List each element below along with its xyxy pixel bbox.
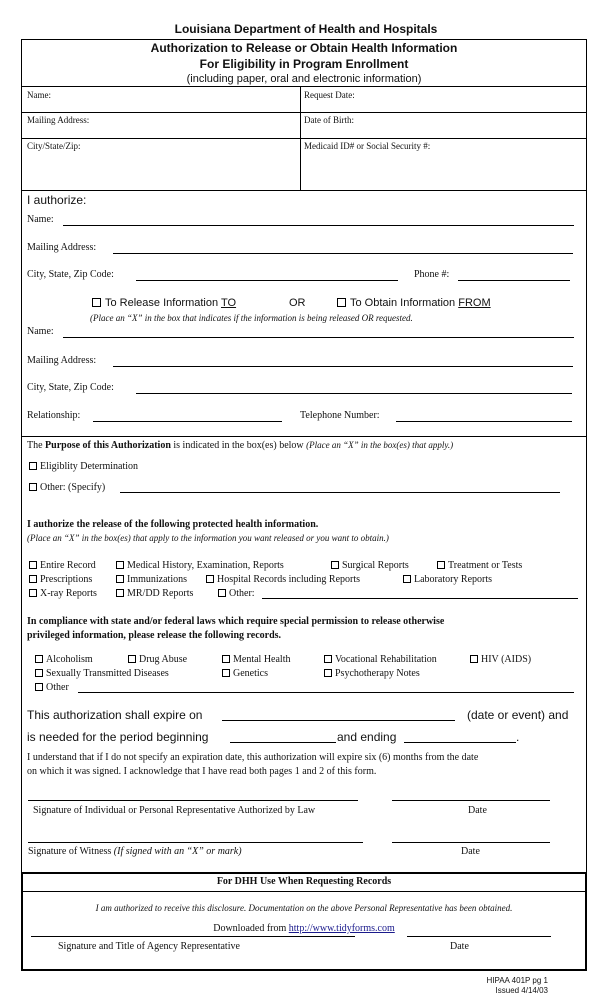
auth-city-field[interactable] (136, 280, 398, 281)
release-option[interactable]: To Release Information TO (92, 297, 236, 309)
individual-signature-label: Signature of Individual or Personal Representative Authorized by Law (33, 805, 316, 816)
request-date-label: Request Date: (304, 90, 355, 100)
surgical-reports-option[interactable]: Surgical Reports (331, 560, 409, 571)
party-address-field[interactable] (113, 366, 573, 367)
telephone-field[interactable] (396, 421, 572, 422)
immunizations-option[interactable]: Immunizations (116, 574, 187, 585)
xray-reports-option[interactable]: X-ray Reports (29, 588, 97, 599)
authorize-heading: I authorize: (27, 193, 87, 207)
individual-signature-field[interactable] (28, 800, 358, 801)
alcoholism-option[interactable]: Alcoholism (35, 654, 93, 665)
entire-record-option[interactable]: Entire Record (29, 560, 96, 571)
agency-signature-label: Signature and Title of Agency Representative (58, 941, 240, 952)
agency-title: Louisiana Department of Health and Hospitals (174, 22, 438, 36)
telephone-label: Telephone Number: (300, 410, 380, 421)
obtain-checkbox[interactable] (337, 298, 346, 307)
genetics-option[interactable]: Genetics (222, 668, 268, 679)
auth-address-field[interactable] (113, 253, 573, 254)
agency-signature-field[interactable] (31, 936, 355, 937)
period-text: is needed for the period beginning (27, 730, 209, 744)
protected-heading: I authorize the release of the following protected health information. (27, 519, 319, 530)
party-address-label: Mailing Address: (27, 355, 97, 366)
prescriptions-option[interactable]: Prescriptions (29, 574, 92, 585)
party-name-label: Name: (27, 326, 54, 337)
medicaid-label: Medicaid ID# or Social Security #: (304, 141, 431, 151)
dhh-statement: I am authorized to receive this disclosure. Documentation on the above Personal Representative has been obtained. (95, 903, 513, 913)
special-other-field[interactable] (78, 692, 574, 693)
mrdd-reports-option[interactable]: MR/DD Reports (116, 588, 193, 599)
protected-other-field[interactable] (262, 598, 578, 599)
vocational-option[interactable]: Vocational Rehabilitation (324, 654, 437, 665)
purpose-other-checkbox[interactable] (29, 483, 37, 491)
auth-phone-label: Phone #: (414, 269, 450, 280)
date1-field[interactable] (392, 800, 550, 801)
laboratory-reports-option[interactable]: Laboratory Reports (403, 574, 492, 585)
obtain-option[interactable]: To Obtain Information FROM (337, 297, 491, 309)
protected-instruction: (Place an “X” in the box(es) that apply to the information you want released or you want to obtain.) (27, 533, 389, 543)
patient-address-label: Mailing Address: (27, 115, 90, 125)
date2-field[interactable] (392, 842, 550, 843)
psychotherapy-option[interactable]: Psychotherapy Notes (324, 668, 420, 679)
form-title: Authorization to Release or Obtain Health Information (150, 41, 458, 55)
special-heading-2: privileged information, please release the following records. (27, 630, 282, 641)
std-option[interactable]: Sexually Transmitted Diseases (35, 668, 169, 679)
expire-date-field[interactable] (222, 720, 455, 721)
date2-label: Date (461, 846, 480, 857)
party-city-field[interactable] (136, 393, 572, 394)
special-other-option[interactable]: Other (35, 682, 69, 693)
dhh-heading: For DHH Use When Requesting Records (216, 876, 392, 887)
expire-text: This authorization shall expire on (27, 708, 203, 722)
hospital-records-option[interactable]: Hospital Records including Reports (206, 574, 360, 585)
issued-date: Issued 4/14/03 (495, 986, 548, 995)
period-begin-field[interactable] (230, 742, 336, 743)
treatment-tests-option[interactable]: Treatment or Tests (437, 560, 522, 571)
purpose-other-option[interactable]: Other: (Specify) (29, 482, 105, 493)
release-checkbox[interactable] (92, 298, 101, 307)
relationship-field[interactable] (93, 421, 282, 422)
period-ending-text: and ending (337, 730, 397, 744)
drug-abuse-option[interactable]: Drug Abuse (128, 654, 187, 665)
purpose-heading: The Purpose of this Authorization is indicated in the box(es) below (Place an “X” in the box(es) that apply.) (27, 440, 454, 451)
release-instruction: (Place an “X” in the box that indicates if the information is being released OR requested. (90, 313, 413, 323)
auth-name-label: Name: (27, 214, 54, 225)
party-name-field[interactable] (63, 337, 574, 338)
party-city-label: City, State, Zip Code: (27, 382, 114, 393)
witness-signature-label: Signature of Witness (If signed with an “X” or mark) (28, 846, 242, 857)
auth-address-label: Mailing Address: (27, 242, 97, 253)
expiry-note-2: on which it was signed. I acknowledge that I have read both pages 1 and 2 of this form. (27, 766, 377, 777)
purpose-other-field[interactable] (120, 492, 560, 493)
form-subtitle: For Eligibility in Program Enrollment (199, 57, 409, 71)
eligibility-checkbox[interactable] (29, 462, 37, 470)
auth-name-field[interactable] (63, 225, 574, 226)
expire-suffix: (date or event) and (467, 708, 569, 722)
auth-phone-field[interactable] (458, 280, 570, 281)
tidyforms-link[interactable]: http://www.tidyforms.com (288, 923, 395, 934)
protected-other-option[interactable]: Other: (218, 588, 255, 599)
expiry-note-1: I understand that if I do not specify an expiration date, this authorization will expire six (6) months from the date (27, 752, 479, 763)
patient-city-label: City/State/Zip: (27, 141, 81, 151)
auth-city-label: City, State, Zip Code: (27, 269, 114, 280)
medical-history-option[interactable]: Medical History, Examination, Reports (116, 560, 284, 571)
relationship-label: Relationship: (27, 410, 81, 421)
eligibility-option[interactable]: Eligiblity Determination (29, 461, 138, 472)
form-scope: (including paper, oral and electronic information) (186, 73, 422, 85)
agency-date-field[interactable] (407, 936, 551, 937)
dhh-downloaded: Downloaded from http://www.tidyforms.com (213, 923, 395, 934)
dob-label: Date of Birth: (304, 115, 354, 125)
date1-label: Date (468, 805, 487, 816)
agency-date-label: Date (450, 941, 469, 952)
hiv-option[interactable]: HIV (AIDS) (470, 654, 531, 665)
period-end-field[interactable] (404, 742, 516, 743)
mental-health-option[interactable]: Mental Health (222, 654, 290, 665)
period-period: . (516, 730, 520, 744)
form-number: HIPAA 401P pg 1 (486, 976, 548, 985)
witness-signature-field[interactable] (28, 842, 363, 843)
or-label: OR (289, 297, 306, 309)
special-heading-1: In compliance with state and/or federal laws which require special permission to release otherwise (27, 616, 445, 627)
patient-name-label: Name: (27, 90, 51, 100)
